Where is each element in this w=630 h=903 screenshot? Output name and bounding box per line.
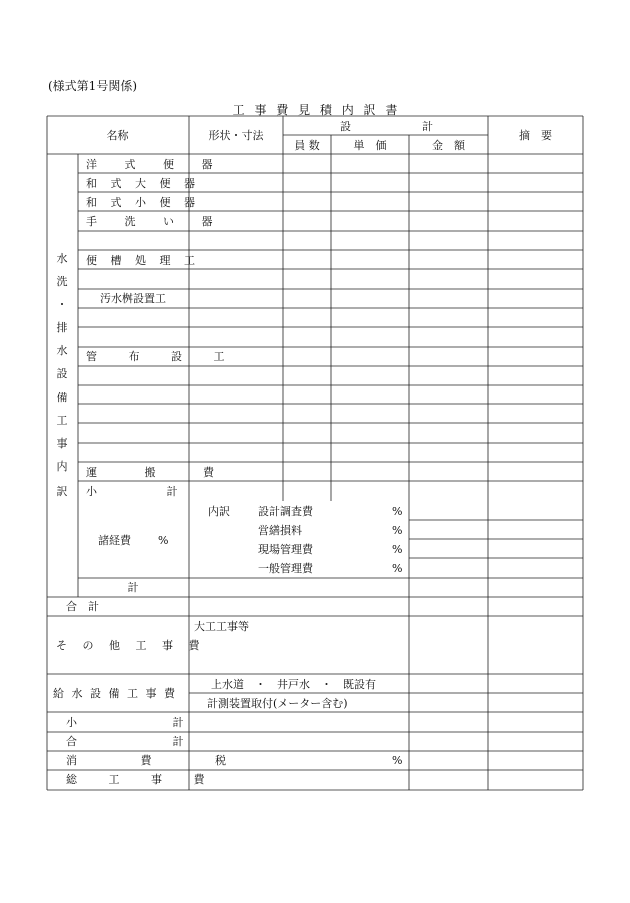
tax-label: 消 費 税 <box>66 754 256 767</box>
expenses-breakdown: 内訳 <box>208 505 230 518</box>
sidebar-char: 水 <box>56 252 68 265</box>
expense-line-pct: % <box>392 505 403 518</box>
grand-total: 合 計 <box>66 600 99 613</box>
tax-pct: % <box>392 754 403 767</box>
header-count: 員 数 <box>294 139 320 152</box>
item-septic-tank: 便 槽 処 理 工 <box>86 254 200 267</box>
expense-line-pct: % <box>392 524 403 537</box>
inner-total: 計 <box>127 581 139 594</box>
other-works-label: そ の 他 工 事 費 <box>56 639 206 652</box>
sidebar-char: 排 <box>56 321 68 334</box>
total-2: 合 計 <box>66 735 184 748</box>
other-works-note: 大工工事等 <box>194 620 249 633</box>
header-remarks: 摘 要 <box>519 129 552 142</box>
water-sources: 上水道 ・ 井戸水 ・ 既設有 <box>211 678 376 691</box>
expense-line-name: 一般管理費 <box>258 562 313 575</box>
form-label: (様式第1号関係) <box>48 79 137 93</box>
expense-line-name: 現場管理費 <box>258 543 313 556</box>
header-shape: 形状・寸法 <box>208 129 264 142</box>
water-supply-label: 給 水 設 備 工 事 費 <box>53 687 177 700</box>
sidebar-char: ・ <box>56 298 68 311</box>
sidebar-char: 内 <box>56 460 68 473</box>
sidebar-char: 備 <box>56 391 68 404</box>
expenses-percent: % <box>158 534 169 547</box>
overall-total: 総 工 事 費 <box>66 773 219 786</box>
item-hand-wash: 手 洗 い 器 <box>86 215 225 228</box>
item-japanese-toilet-large: 和 式 大 便 器 <box>86 177 200 190</box>
expense-line-name: 営繕損料 <box>258 524 302 537</box>
expense-line-name: 設計調査費 <box>258 505 313 518</box>
header-design: 設 <box>340 120 351 133</box>
item-sewage-basin: 汚水桝設置工 <box>100 292 166 305</box>
sidebar-char: 洗 <box>56 275 68 288</box>
header-name: 名称 <box>106 129 129 142</box>
document-title: 工 事 費 見 積 内 訳 書 <box>232 103 398 117</box>
subtotal-2: 小 計 <box>66 716 184 729</box>
item-western-toilet: 洋 式 便 器 <box>86 158 225 171</box>
sidebar-char: 事 <box>56 437 68 450</box>
sidebar-char: 工 <box>56 414 68 427</box>
item-japanese-toilet-small: 和 式 小 便 器 <box>86 196 200 209</box>
sidebar-char: 訳 <box>56 485 68 498</box>
sidebar-char: 水 <box>56 344 68 357</box>
item-transport: 運 搬 費 <box>86 466 236 479</box>
meter-install: 計測装置取付(メーター含む) <box>207 697 348 710</box>
expense-line-pct: % <box>392 543 403 556</box>
header-total: 計 <box>422 120 433 133</box>
item-piping: 管 布 設 工 <box>86 350 239 363</box>
expense-line-pct: % <box>392 562 403 575</box>
header-unit-price: 単 価 <box>353 139 387 152</box>
item-subtotal: 小 計 <box>86 485 178 498</box>
expenses-label: 諸経費 <box>98 534 131 547</box>
header-amount: 金 額 <box>432 139 465 152</box>
sidebar-char: 設 <box>56 367 68 380</box>
